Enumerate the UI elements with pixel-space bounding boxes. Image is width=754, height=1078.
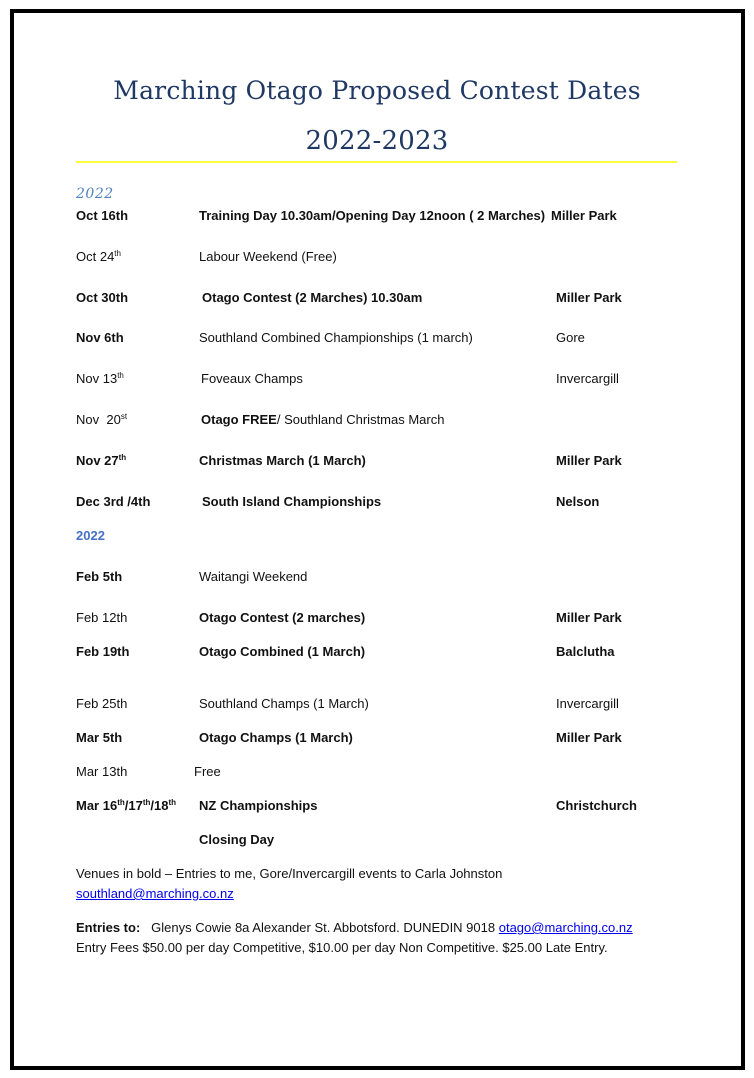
event-name: Free [194,764,221,779]
event-name: Otago FREE/ Southland Christmas March [201,412,445,427]
entries-line [76,918,633,938]
event-date: Mar 5th [76,730,123,745]
section-heading-2022: 2022 [76,186,114,202]
event-date: Mar 16th/17th/18th [76,798,177,813]
event-name: Southland Combined Championships (1 march) [199,330,473,345]
event-date: Feb 12th [76,610,128,625]
venues-note [76,864,502,904]
event-date: Nov 20st [76,412,128,427]
event-venue: Balclutha [556,644,615,659]
event-name: Labour Weekend (Free) [199,249,337,264]
event-name: Waitangi Weekend [199,569,308,584]
event-date: Feb 25th [76,696,128,711]
event-name: Closing Day [199,832,275,847]
event-venue: Nelson [556,494,600,509]
event-venue: Christchurch [556,798,637,813]
document-year-range: 2022-2023 [305,126,449,156]
entry-fees: Entry Fees $50.00 per day Competitive, $10.00 per day Non Competitive. $25.00 Late Entry. [76,940,608,955]
event-venue: Miller Park [551,208,617,223]
event-name: South Island Championships [202,494,382,509]
event-name: Christmas March (1 March) [199,453,366,468]
event-date: Mar 13th [76,764,128,779]
event-name: Otago Champs (1 March) [199,730,353,745]
event-name: Otago Contest (2 marches) [199,610,366,625]
event-venue: Miller Park [556,453,622,468]
otago-email-link[interactable]: otago@marching.co.nz [498,920,633,935]
event-name: Foveaux Champs [201,371,303,386]
event-date: Nov 27th [76,453,127,468]
document-title: Marching Otago Proposed Contest Dates [113,76,641,105]
event-name: NZ Championships [199,798,318,813]
event-name: Training Day 10.30am/Opening Day 12noon ( 2 Marches) [199,208,546,223]
event-venue: Miller Park [556,610,622,625]
entries-info [76,918,633,958]
event-venue: Miller Park [556,730,622,745]
event-name: Southland Champs (1 March) [199,696,369,711]
event-venue: Gore [556,330,585,345]
event-date: Oct 24th [76,249,121,264]
event-date: Oct 30th [76,290,129,305]
event-name: Otago Combined (1 March) [199,644,366,659]
event-date: Feb 19th [76,644,130,659]
page-border [10,9,745,1070]
event-name: Otago Contest (2 Marches) 10.30am [202,290,423,305]
entries-label: Entries to: [76,920,141,935]
event-date: Nov 6th [76,330,124,345]
event-venue: Miller Park [556,290,622,305]
event-venue: Invercargill [556,371,619,386]
title-underline [76,161,677,163]
event-date: Dec 3rd /4th [76,494,151,509]
event-date: Nov 13th [76,371,124,386]
southland-email-link[interactable]: southland@marching.co.nz [76,886,234,901]
section-heading-second: 2022 [76,528,105,543]
venues-note-text: Venues in bold – Entries to me, Gore/Invercargill events to Carla Johnston [76,866,503,881]
event-date: Feb 5th [76,569,123,584]
entries-address: Glenys Cowie 8a Alexander St. Abbotsford. DUNEDIN 9018 [151,920,496,935]
event-date: Oct 16th [76,208,129,223]
event-venue: Invercargill [556,696,619,711]
